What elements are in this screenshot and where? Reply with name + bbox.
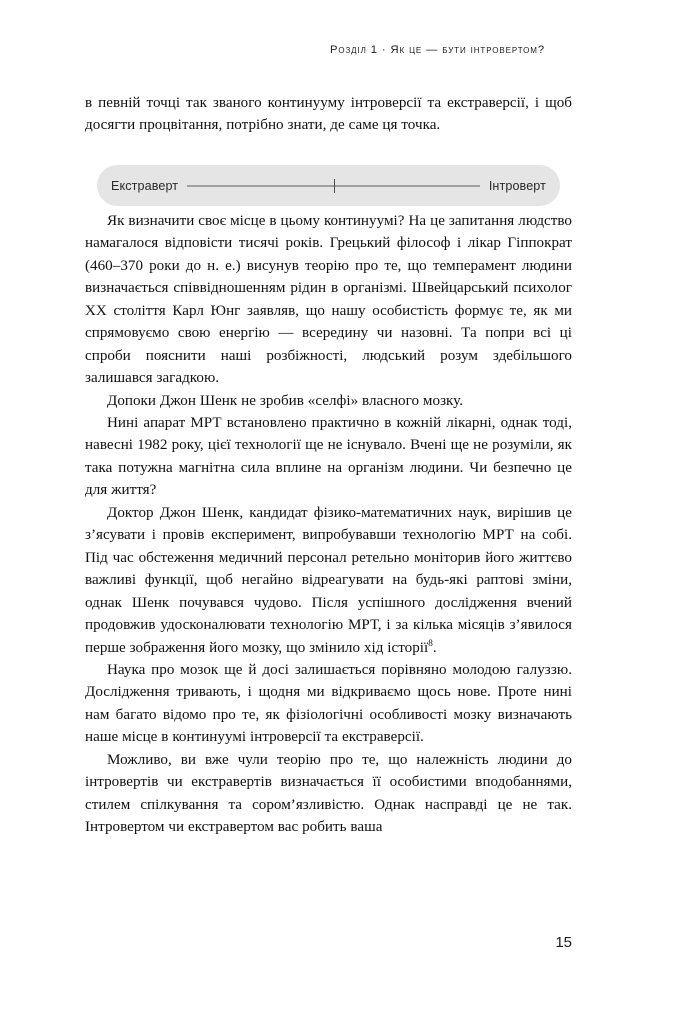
continuum-axis — [187, 179, 480, 193]
paragraph-brain-science-young: Наука про мозок ще й досі залишається порівняно молодою галуззю. Дослідження тривають, і щодня ми відкриваємо щось нове. Проте нині нам багато відомо про те, як фізіологічні особливості мозку визначають наше місце в континуумі інтроверсії та екстраверсії. — [85, 661, 572, 746]
paragraph-continuum-opening: в певній точці так званого континууму інтроверсії та екстраверсії, і щоб досягти процвітання, потрібно знати, де саме ця точка. — [85, 95, 572, 134]
continuum-label-extravert: Екстраверт — [111, 178, 179, 193]
paragraph-schenck-selfie: Допоки Джон Шенк не зробив «селфі» власного мозку. — [107, 392, 464, 409]
continuum-figure-content — [111, 165, 546, 206]
paragraph-doctor-schenck — [85, 502, 572, 659]
continuum-midpoint-tick — [334, 179, 335, 193]
paragraph-maybe-you-heard: Можливо, ви вже чули теорію про те, що належність людини до інтровертів чи екстравертів визначається її особистими вподобаннями, стилем спілкування та сором’язливістю. Однак насправді це не так. Інтровертом чи екстравертом вас робить ваша — [85, 751, 572, 836]
page-number: 15 — [555, 934, 572, 951]
paragraph-how-to-determine: Як визначити своє місце в цьому континуумі? На це запитання людство намагалося відповісти тисячі років. Грецький філософ і лікар Гіппократ (460–370 роки до н. е.) висунув теорію про те, що темперамент людини визначається співвідношенням рідин в організмі. Швейцарський психолог XX століття Карл Юнг заявляв, що нашу особистість формує те, як ми спрямовуємо свою енергію — всередину чи назовні. Та попри всі ці спроби пояснити наші розбіжності, людський розум здебільшого залишався загадкою. — [85, 212, 572, 387]
paragraph-doctor-schenck-text: Доктор Джон Шенк, кандидат фізико-математичних наук, вирішив це з’ясувати і провів експеримент, випробувавши технологію МРТ на собі. Під час обстеження медичний персонал ретельно моніторив його життєво важливі функції, щоб негайно відреагувати на будь-які раптові зміни, однак Шенк почувався чудово. Після успішного дослідження вчений продовжив удосконалювати технологію МРТ, і за кілька місяців з’явилося перше зображення його мозку, що змінило хід історії — [85, 504, 572, 656]
continuum-figure — [97, 165, 560, 206]
footnote-marker[interactable]: 8 — [428, 637, 433, 648]
paragraph-mri-today: Нині апарат МРТ встановлено практично в кожній лікарні, однак тоді, навесні 1982 року, цієї технології ще не існувало. Вчені ще не розуміли, як така потужна магнітна сила вплине на організм людини. Чи безпечно це для життя? — [85, 414, 572, 499]
continuum-label-introvert: Інтроверт — [488, 178, 546, 193]
running-head: Розділ 1 · Як це — бути інтровертом? — [329, 44, 545, 56]
paragraph-doctor-schenck-tail: . — [432, 639, 437, 656]
